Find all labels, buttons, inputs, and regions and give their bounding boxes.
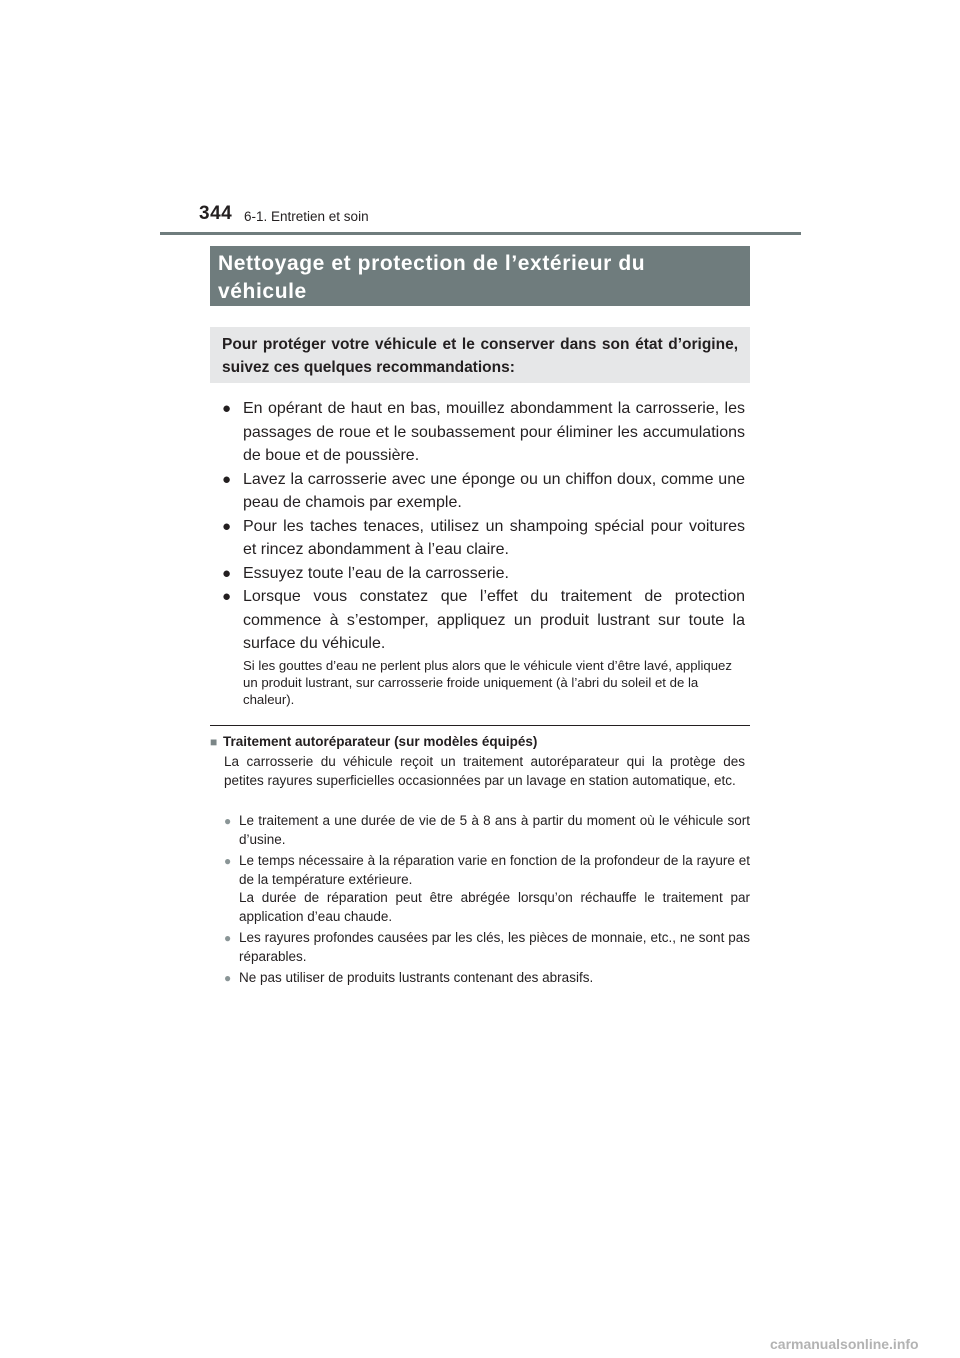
list-item [222, 515, 745, 562]
list-item [224, 969, 750, 988]
section-label: 6-1. Entretien et soin [244, 209, 369, 224]
list-item-text: Lorsque vous constatez que l’effet du traitement de protection commence à s’estomper, appliquez un produit lustrant sur toute la surface du véhicule. [243, 588, 745, 652]
page-number: 344 [199, 203, 233, 224]
sub-heading [210, 734, 537, 749]
main-list [222, 397, 745, 656]
header-rule [160, 232, 801, 235]
bullet-icon: ● [222, 400, 232, 417]
bullet-icon: ● [224, 971, 232, 985]
bullet-icon: ● [222, 470, 232, 488]
list-item [222, 585, 745, 656]
list-item-text: Essuyez toute l’eau de la carrosserie. [243, 564, 509, 582]
list-item-text: Pour les taches tenaces, utilisez un shampoing spécial pour voitures et rincez abondamment à l’eau claire. [243, 517, 745, 558]
square-bullet-icon: ■ [210, 735, 218, 749]
bullet-icon: ● [222, 517, 232, 535]
bullet-icon: ● [222, 588, 232, 605]
bullet-icon: ● [224, 854, 232, 868]
list-item-text: Les rayures profondes causées par les clés, les pièces de monnaie, etc., ne sont pas réparables. [239, 930, 750, 964]
list-item [222, 397, 745, 468]
title-bar [210, 246, 750, 306]
note-text: Si les gouttes d’eau ne perlent plus alors que le véhicule vient d’être lavé, appliquez un produit lustrant, sur carrosserie froide uniquement (à l’abri du soleil et de la chaleur). [243, 658, 732, 707]
bullet-icon: ● [224, 814, 232, 828]
list-item-text: Le traitement a une durée de vie de 5 à 8 ans à partir du moment où le véhicule sort d’usine. [239, 813, 750, 847]
list-item [224, 812, 750, 849]
intro-text: Pour protéger votre véhicule et le conserver dans son état d’origine, suivez ces quelques recommandations: [222, 336, 738, 376]
list-item [224, 852, 750, 926]
bullet-icon: ● [222, 564, 232, 582]
sub-heading-text: Traitement autoréparateur (sur modèles équipés) [223, 734, 538, 749]
list-item-text: Lavez la carrosserie avec une éponge ou un chiffon doux, comme une peau de chamois par exemple. [243, 470, 745, 511]
list-item [224, 929, 750, 966]
page-title: Nettoyage et protection de l’extérieur du véhicule [218, 252, 646, 303]
list-item [222, 468, 745, 515]
sub-list [224, 812, 750, 991]
list-item-text: En opérant de haut en bas, mouillez abondamment la carrosserie, les passages de roue et le soubassement pour éliminer les accumulations de boue et de poussière. [243, 400, 745, 464]
intro-box [210, 327, 750, 383]
list-item [222, 562, 745, 586]
list-item-extra-text: La durée de réparation peut être abrégée lorsqu’on réchauffe le traitement par application d’eau chaude. [239, 890, 750, 924]
bullet-icon: ● [224, 931, 232, 945]
watermark: carmanualsonline.info [770, 1336, 919, 1352]
list-item-text: Ne pas utiliser de produits lustrants contenant des abrasifs. [239, 970, 594, 985]
divider [210, 725, 750, 726]
sub-description: La carrosserie du véhicule reçoit un traitement autoréparateur qui la protège des petites rayures superficielles occasionnées par un lavage en station automatique, etc. [224, 754, 745, 788]
list-item-text: Le temps nécessaire à la réparation varie en fonction de la profondeur de la rayure et de la température extérieure. [239, 853, 750, 887]
